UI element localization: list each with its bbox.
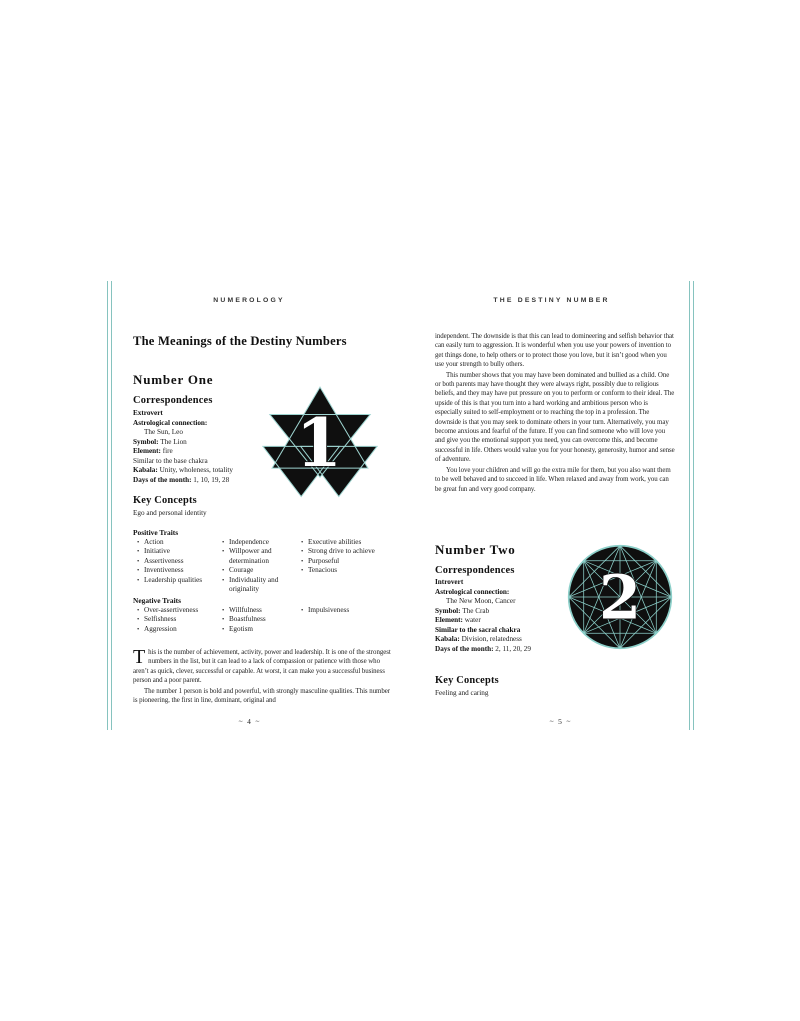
trait-item: • Initiative bbox=[137, 547, 222, 556]
paragraph: This number shows that you may have been dominated and bullied as a child. One or both parents may have thought they were always right, possibly due to religious beliefs, and they may have put pressure on you to perform or conform to their ideal. The upside of this is that you turn into a hard working and ambitious person who is especially suited to self-employment or to reaching the top in a profession. The downside is that you may seek to dominate others in your turn. Alternatively, you may become anxious and fearful of the future. If you can find someone who will love you and give you the emotional support you need, you can overcome this, and become successful in life. Others would value you for your honesty, generosity, humor and sense of adventure. bbox=[435, 371, 675, 464]
correspondence-row: Extrovert bbox=[133, 409, 163, 417]
number-two-circle-icon bbox=[566, 543, 674, 651]
number-one-star-icon bbox=[262, 386, 378, 500]
negative-traits-columns bbox=[137, 606, 392, 634]
margin-rule-left-outer bbox=[107, 281, 108, 730]
trait-item: • Willpower and determination bbox=[222, 547, 301, 566]
trait-item: • Egotism bbox=[222, 625, 301, 634]
correspondences-heading-left: Correspondences bbox=[133, 395, 213, 406]
body-text-right bbox=[435, 332, 675, 494]
numeral-one: 1 bbox=[295, 403, 342, 482]
trait-item: • Over-assertiveness bbox=[137, 606, 222, 615]
trait-item: • Selfishness bbox=[137, 615, 222, 624]
ornament-icon: ∼ bbox=[565, 719, 571, 725]
trait-item: • Executive abilities bbox=[301, 538, 381, 547]
ornament-icon: ∼ bbox=[238, 719, 244, 725]
ornament-icon: ∼ bbox=[254, 719, 260, 725]
trait-item: • Courage bbox=[222, 566, 301, 575]
running-header-right: THE DESTINY NUMBER bbox=[493, 297, 610, 304]
key-concepts-text-left: Ego and personal identity bbox=[133, 509, 207, 517]
correspondence-row: Astrological connection: bbox=[435, 587, 510, 596]
number-one-heading: Number One bbox=[133, 372, 214, 387]
margin-rule-right-outer bbox=[693, 281, 694, 730]
correspondence-row: Kabala: Division, relatedness bbox=[435, 635, 522, 643]
correspondence-row: The New Moon, Cancer bbox=[446, 597, 516, 605]
correspondence-row: Symbol: The Crab bbox=[435, 606, 490, 615]
key-concepts-text-right: Feeling and caring bbox=[435, 689, 489, 697]
correspondence-row: Astrological connection: bbox=[133, 418, 208, 427]
trait-item: • Tenacious bbox=[301, 566, 381, 575]
correspondences-heading-right: Correspondences bbox=[435, 565, 515, 576]
ornament-icon: ∼ bbox=[549, 719, 555, 725]
trait-item: • Inventiveness bbox=[137, 566, 222, 575]
positive-traits-col2 bbox=[222, 538, 301, 594]
paragraph: independent. The downside is that this can lead to domineering and selfish behavior that can easily turn to aggression. It is wonderful when you use your powers of invention to get things done, to help others or to protect those you love, but it isn’t good when you use your strength to bully others. bbox=[435, 333, 674, 369]
correspondence-row: Similar to the base chakra bbox=[133, 456, 208, 465]
negative-traits-col2 bbox=[222, 606, 301, 634]
positive-traits-columns bbox=[137, 538, 392, 594]
drop-cap: T bbox=[133, 646, 146, 668]
key-concepts-heading-left: Key Concepts bbox=[133, 495, 197, 506]
body-text-left bbox=[133, 648, 393, 705]
positive-traits-heading: Positive Traits bbox=[133, 528, 179, 537]
correspondence-row: Similar to the sacral chakra bbox=[435, 625, 521, 634]
trait-item: • Boastfulness bbox=[222, 615, 301, 624]
trait-item: • Independence bbox=[222, 538, 301, 547]
page-number-right bbox=[435, 717, 685, 726]
number-two-heading: Number Two bbox=[435, 542, 516, 557]
trait-item: • Strong drive to achieve bbox=[301, 547, 381, 556]
negative-traits-heading: Negative Traits bbox=[133, 596, 181, 605]
correspondence-row: The Sun, Leo bbox=[144, 428, 183, 436]
trait-item: • Impulsiveness bbox=[301, 606, 381, 615]
key-concepts-heading-right: Key Concepts bbox=[435, 675, 499, 686]
chapter-title: The Meanings of the Destiny Numbers bbox=[133, 334, 347, 348]
margin-rule-left-inner bbox=[111, 281, 112, 730]
positive-traits-col1 bbox=[137, 538, 222, 594]
correspondence-row: Days of the month: 2, 11, 20, 29 bbox=[435, 644, 531, 653]
paragraph: This is the number of achievement, activity, power and leadership. It is one of the strongest numbers in the list, but it can lead to a lack of compassion or patience with those who aren’t as quick, clever, successful or capable. At worst, it can make you a successful business person and a poor parent. bbox=[133, 646, 391, 685]
page-number-left bbox=[133, 717, 365, 726]
trait-item: • Purposeful bbox=[301, 557, 381, 566]
margin-rule-right-inner bbox=[689, 281, 690, 730]
correspondence-row: Introvert bbox=[435, 578, 464, 586]
negative-traits-col3 bbox=[301, 606, 381, 634]
correspondence-row: Symbol: The Lion bbox=[133, 437, 187, 446]
numeral-two: 2 bbox=[598, 562, 642, 634]
correspondence-row: Element: water bbox=[435, 616, 481, 624]
page-number-value: 4 bbox=[247, 717, 251, 726]
page-number-value: 5 bbox=[558, 717, 562, 726]
trait-item: • Action bbox=[137, 538, 222, 547]
trait-item: • Willfulness bbox=[222, 606, 301, 615]
running-header-left: NUMEROLOGY bbox=[213, 297, 285, 304]
positive-traits-col3 bbox=[301, 538, 381, 594]
trait-item: • Individuality and originality bbox=[222, 576, 301, 595]
trait-item: • Assertiveness bbox=[137, 557, 222, 566]
paragraph: The number 1 person is bold and powerful, with strongly masculine qualities. This number is pioneering, the first in line, dominant, original and bbox=[133, 687, 390, 705]
correspondence-row: Kabala: Unity, wholeness, totality bbox=[133, 466, 233, 474]
paragraph: You love your children and will go the extra mile for them, but you also want them to be well behaved and to succeed in life. When relaxed and away from work, you can be great fun and very good company. bbox=[435, 466, 671, 493]
trait-item: • Leadership qualities bbox=[137, 576, 222, 585]
negative-traits-col1 bbox=[137, 606, 222, 634]
correspondence-row: Days of the month: 1, 10, 19, 28 bbox=[133, 475, 230, 484]
trait-item: • Aggression bbox=[137, 625, 222, 634]
correspondence-row: Element: fire bbox=[133, 447, 173, 455]
